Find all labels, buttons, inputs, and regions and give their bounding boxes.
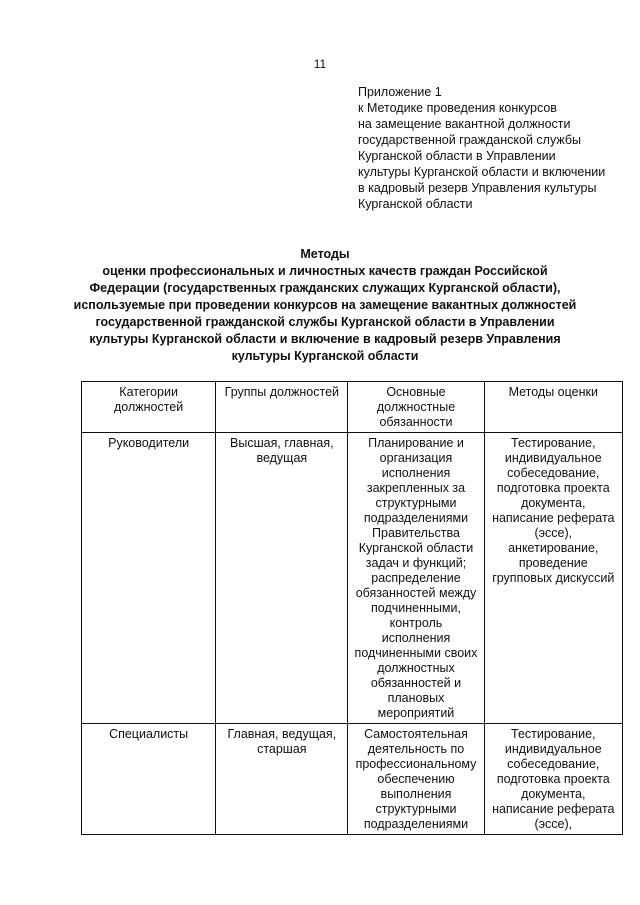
cell-text-line: закрепленных за — [366, 481, 466, 495]
appendix-note — [358, 84, 633, 212]
cell-text-line: подчиненными, — [371, 601, 461, 615]
cell-text-line: должностные — [376, 400, 456, 414]
appendix-line: Приложение 1 — [358, 85, 442, 99]
appendix-line: к Методике проведения конкурсов — [358, 101, 557, 115]
table-row-managers — [82, 433, 623, 724]
cell-text-line: обеспечению — [377, 772, 455, 786]
title-line: Федерации (государственных гражданских служащих Курганской области), — [89, 281, 561, 295]
cell-text-line: Правительства — [372, 526, 460, 540]
appendix-line: в кадровый резерв Управления культуры — [358, 181, 597, 195]
cell-text-line: обязанности — [379, 415, 453, 429]
cell-text-line: ведущая — [256, 451, 308, 465]
cell-duties — [348, 433, 484, 724]
cell-text-line: Самостоятельная — [364, 727, 468, 741]
table-header-row — [82, 382, 623, 433]
document-title — [60, 246, 590, 365]
cell-text-line: задач и функций; — [365, 556, 467, 570]
title-line: государственной гражданской службы Курганской области в Управлении — [95, 315, 555, 329]
header-methods — [484, 382, 622, 433]
cell-text-line: контроль — [389, 616, 443, 630]
cell-text-line: (эссе), — [534, 817, 573, 831]
cell-text-line: Планирование и — [368, 436, 464, 450]
title-line: используемые при проведении конкурсов на замещение вакантных должностей — [73, 298, 577, 312]
cell-text-line: профессиональному — [355, 757, 477, 771]
appendix-line: государственной гражданской службы — [358, 133, 581, 147]
cell-text-line: Руководители — [108, 436, 190, 450]
cell-text-line: Группы должностей — [224, 385, 339, 399]
appendix-line: культуры Курганской области и включении — [358, 165, 606, 179]
cell-text-line: должностных — [377, 661, 455, 675]
evaluation-methods-table — [81, 381, 623, 835]
cell-text-line: Методы оценки — [508, 385, 598, 399]
cell-text-line: Курганской области — [358, 541, 474, 555]
header-category — [82, 382, 216, 433]
cell-text-line: старшая — [257, 742, 307, 756]
cell-text-line: обязанностей и — [370, 676, 462, 690]
cell-text-line: проведение — [518, 556, 588, 570]
cell-text-line: собеседование, — [507, 757, 600, 771]
cell-category — [82, 724, 216, 835]
cell-duties — [348, 724, 484, 835]
cell-text-line: написание реферата — [492, 511, 615, 525]
cell-text-line: выполнения — [380, 787, 452, 801]
title-line: Методы — [300, 247, 350, 261]
cell-text-line: подготовка проекта — [496, 481, 610, 495]
cell-category — [82, 433, 216, 724]
header-duties — [348, 382, 484, 433]
cell-text-line: исполнения — [381, 466, 451, 480]
cell-text-line: обязанностей между — [355, 586, 477, 600]
cell-text-line: документа, — [521, 496, 586, 510]
cell-text-line: плановых — [387, 691, 445, 705]
cell-text-line: документа, — [521, 787, 586, 801]
cell-text-line: Категории — [119, 385, 178, 399]
title-line: культуры Курганской области — [231, 349, 419, 363]
cell-text-line: исполнения — [381, 631, 451, 645]
cell-text-line: Высшая, главная, — [230, 436, 334, 450]
cell-text-line: анкетирование, — [508, 541, 599, 555]
cell-text-line: структурными — [375, 496, 457, 510]
table-row-specialists — [82, 724, 623, 835]
cell-text-line: должностей — [113, 400, 184, 414]
header-groups — [216, 382, 348, 433]
cell-text-line: мероприятий — [377, 706, 455, 720]
title-line: культуры Курганской области и включение в кадровый резерв Управления — [89, 332, 561, 346]
cell-text-line: Тестирование, — [511, 727, 596, 741]
cell-text-line: Главная, ведущая, — [227, 727, 337, 741]
appendix-line: Курганской области в Управлении — [358, 149, 556, 163]
cell-text-line: Основные — [386, 385, 446, 399]
page-number: 11 — [313, 57, 327, 71]
cell-methods — [484, 724, 622, 835]
cell-text-line: организация — [379, 451, 453, 465]
cell-text-line: подготовка проекта — [496, 772, 610, 786]
cell-text-line: Специалисты — [109, 727, 189, 741]
cell-text-line: деятельность по — [367, 742, 465, 756]
cell-text-line: подразделениями — [363, 817, 469, 831]
cell-text-line: групповых дискуссий — [492, 571, 615, 585]
cell-text-line: Тестирование, — [511, 436, 596, 450]
cell-methods — [484, 433, 622, 724]
cell-text-line: индивидуальное — [504, 451, 602, 465]
cell-text-line: структурными — [375, 802, 457, 816]
cell-text-line: подчиненными своих — [354, 646, 478, 660]
cell-text-line: написание реферата — [492, 802, 615, 816]
title-line: оценки профессиональных и личностных качеств граждан Российской — [102, 264, 548, 278]
appendix-line: Курганской области — [358, 197, 473, 211]
cell-text-line: (эссе), — [534, 526, 573, 540]
cell-text-line: подразделениями — [363, 511, 469, 525]
cell-text-line: распределение — [371, 571, 461, 585]
cell-text-line: индивидуальное — [504, 742, 602, 756]
cell-groups — [216, 433, 348, 724]
cell-groups — [216, 724, 348, 835]
cell-text-line: собеседование, — [507, 466, 600, 480]
appendix-line: на замещение вакантной должности — [358, 117, 571, 131]
